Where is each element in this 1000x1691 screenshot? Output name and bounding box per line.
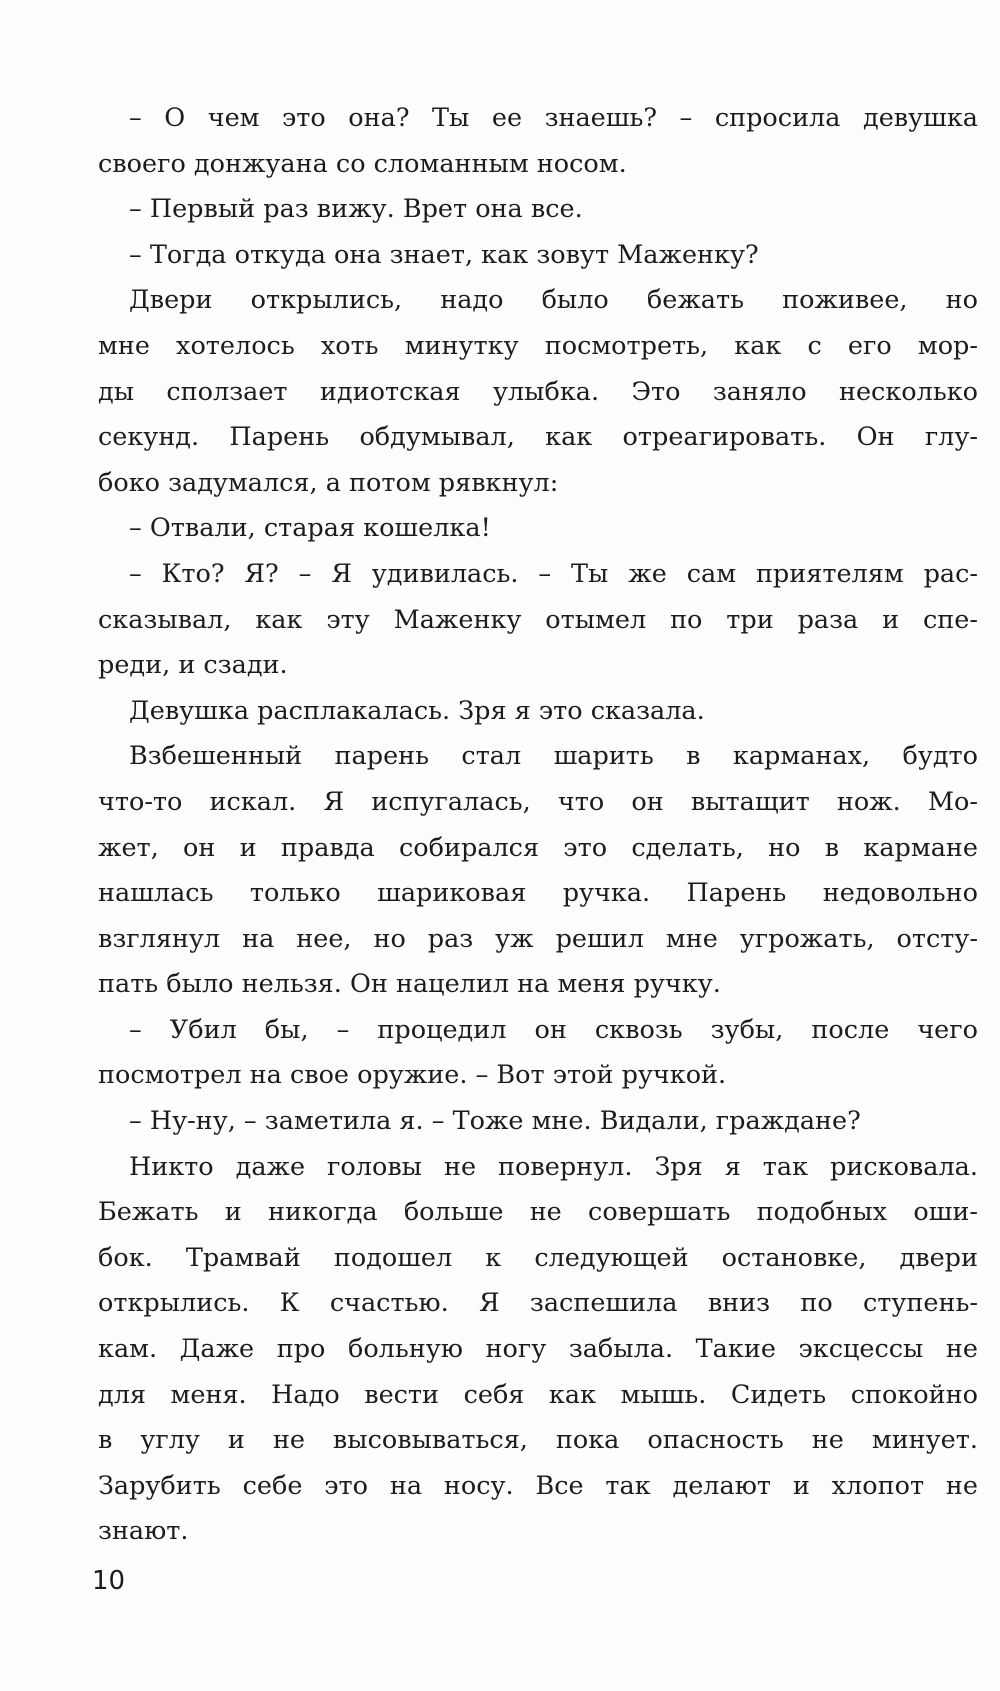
text-line: – Тогда откуда она знает, как зовут Маженку? bbox=[129, 239, 759, 270]
text-line: своего донжуана со сломанным носом. bbox=[98, 148, 627, 179]
text-line: Девушка расплакалась. Зря я это сказала. bbox=[129, 695, 705, 726]
text-line: секунд. Парень обдумывал, как отреагировать. Он глу- bbox=[98, 422, 978, 453]
text-line: – Кто? Я? – Я удивилась. – Ты же сам приятелям рас- bbox=[129, 558, 978, 589]
text-line: посмотрел на свое оружие. – Вот этой ручкой. bbox=[98, 1060, 727, 1091]
body-text bbox=[98, 96, 978, 1555]
text-line: знают. bbox=[98, 1516, 189, 1547]
text-line: Никто даже головы не повернул. Зря я так рисковала. bbox=[129, 1151, 978, 1182]
text-line: открылись. К счастью. Я заспешила вниз по ступень- bbox=[98, 1288, 978, 1319]
text-line: сказывал, как эту Маженку отымел по три раза и спе- bbox=[98, 604, 978, 635]
text-line: – Ну-ну, – заметила я. – Тоже мне. Видали, граждане? bbox=[129, 1106, 861, 1137]
text-line: – Отвали, старая кошелка! bbox=[129, 513, 491, 544]
text-line: нашлась только шариковая ручка. Парень недовольно bbox=[98, 878, 978, 909]
text-line: кам. Даже про больную ногу забыла. Такие эксцессы не bbox=[98, 1334, 978, 1365]
text-line: – Первый раз вижу. Врет она все. bbox=[129, 194, 583, 225]
text-line: мне хотелось хоть минутку посмотреть, как с его мор- bbox=[98, 330, 978, 361]
text-line: взглянул на нее, но раз уж решил мне угрожать, отсту- bbox=[98, 923, 978, 954]
text-line: пать было нельзя. Он нацелил на меня ручку. bbox=[98, 969, 721, 1000]
text-line: в углу и не высовываться, пока опасность не минует. bbox=[98, 1425, 978, 1456]
text-line: бок. Трамвай подошел к следующей остановке, двери bbox=[98, 1242, 978, 1273]
text-line: – О чем это она? Ты ее знаешь? – спросила девушка bbox=[129, 103, 978, 133]
text-line: жет, он и правда собирался это сделать, но в кармане bbox=[98, 832, 978, 863]
text-line: Бежать и никогда больше не совершать подобных оши- bbox=[98, 1197, 978, 1228]
text-line: ды сползает идиотская улыбка. Это заняло несколько bbox=[98, 376, 978, 407]
text-line: – Убил бы, – процедил он сквозь зубы, после чего bbox=[129, 1014, 978, 1045]
text-line: для меня. Надо вести себя как мышь. Сидеть спокойно bbox=[98, 1379, 978, 1410]
text-line: боко задумался, а потом рявкнул: bbox=[98, 467, 559, 498]
text-line: Двери открылись, надо было бежать поживее, но bbox=[129, 285, 978, 316]
text-line: Зарубить себе это на носу. Все так делают и хлопот не bbox=[98, 1470, 978, 1501]
text-line: Взбешенный парень стал шарить в карманах, будто bbox=[129, 741, 978, 772]
page-number: 10 bbox=[92, 1566, 126, 1596]
text-line: реди, и сзади. bbox=[98, 650, 288, 681]
text-line: что-то искал. Я испугалась, что он вытащит нож. Мо- bbox=[98, 786, 978, 817]
